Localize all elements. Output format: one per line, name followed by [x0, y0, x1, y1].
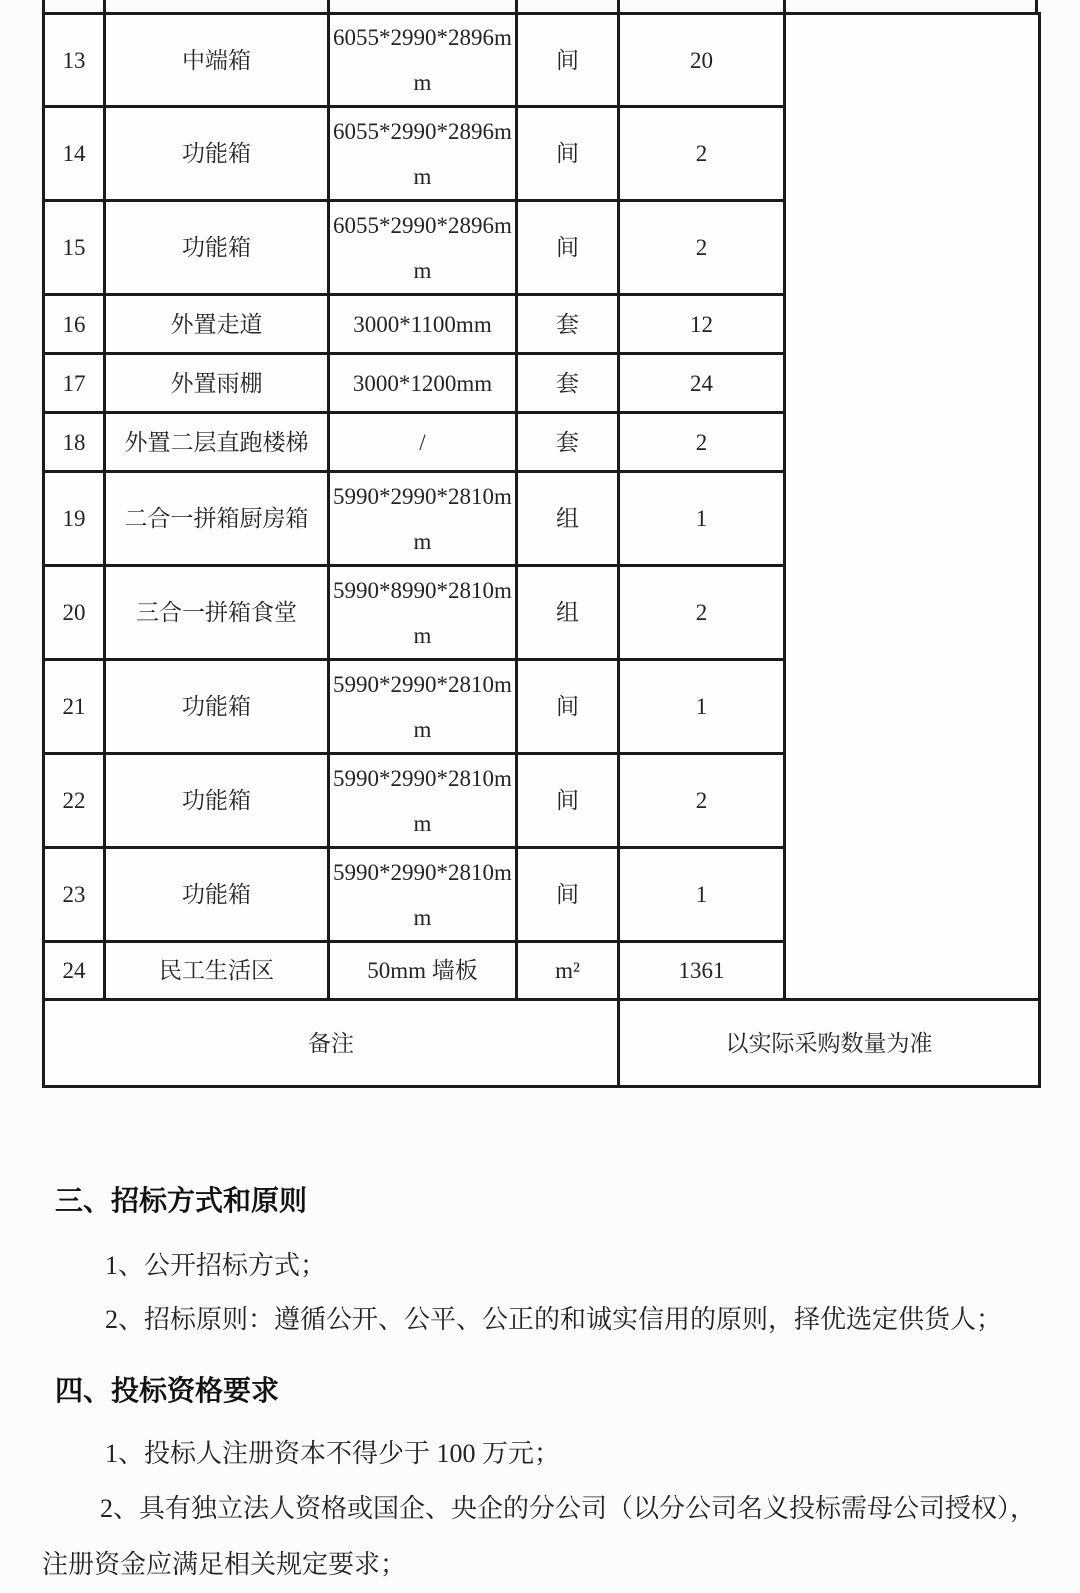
- section-4-item-1: 1、投标人注册资本不得少于 100 万元；: [105, 1439, 561, 1468]
- grid-line: [42, 0, 45, 12]
- cell-item-unit: 套: [517, 354, 619, 413]
- cell-item-name: 外置雨棚: [105, 354, 329, 413]
- cell-item-name: 功能箱: [105, 660, 329, 754]
- cell-item-name: 功能箱: [105, 754, 329, 848]
- cell-item-qty: 12: [619, 295, 785, 354]
- cell-row-number: 14: [44, 107, 105, 201]
- remark-label-cell: 备注: [44, 1000, 619, 1087]
- cell-item-name: 外置二层直跑楼梯: [105, 413, 329, 472]
- cell-row-number: 18: [44, 413, 105, 472]
- cell-item-qty: 1: [619, 848, 785, 942]
- cell-item-qty: 2: [619, 754, 785, 848]
- grid-line: [783, 0, 786, 12]
- cell-item-spec: 5990*2990*2810mm: [329, 472, 517, 566]
- grid-line: [515, 0, 518, 12]
- grid-line: [617, 0, 620, 12]
- cell-row-number: 21: [44, 660, 105, 754]
- cell-item-unit: 套: [517, 413, 619, 472]
- cell-row-number: 13: [44, 14, 105, 107]
- cell-item-unit: 间: [517, 754, 619, 848]
- cell-item-qty: 1: [619, 660, 785, 754]
- cell-item-unit: 组: [517, 472, 619, 566]
- cell-item-name: 功能箱: [105, 201, 329, 295]
- table-row: [44, 14, 1040, 107]
- cell-item-unit: 间: [517, 14, 619, 107]
- grid-line: [1035, 0, 1038, 12]
- cell-item-unit: 间: [517, 660, 619, 754]
- cell-item-spec: 5990*8990*2810mm: [329, 566, 517, 660]
- grid-line: [103, 0, 106, 12]
- cell-item-name: 外置走道: [105, 295, 329, 354]
- cell-item-spec: 5990*2990*2810mm: [329, 660, 517, 754]
- cell-row-number: 24: [44, 942, 105, 1000]
- cell-row-number: 20: [44, 566, 105, 660]
- cell-item-qty: 1361: [619, 942, 785, 1000]
- section-3-item-2: 2、招标原则：遵循公开、公平、公正的和诚实信用的原则，择优选定供货人；: [105, 1305, 1003, 1334]
- cell-item-unit: 组: [517, 566, 619, 660]
- table-remark-row: [44, 1000, 1040, 1087]
- cell-item-unit: 间: [517, 201, 619, 295]
- cell-row-number: 22: [44, 754, 105, 848]
- cell-item-spec: 6055*2990*2896mm: [329, 107, 517, 201]
- cell-item-spec: /: [329, 413, 517, 472]
- section-3-heading: 三、招标方式和原则: [55, 1185, 308, 1216]
- cell-item-qty: 2: [619, 107, 785, 201]
- cell-row-number: 15: [44, 201, 105, 295]
- cell-item-spec: 6055*2990*2896mm: [329, 14, 517, 107]
- cell-row-number: 19: [44, 472, 105, 566]
- cell-item-name: 三合一拼箱食堂: [105, 566, 329, 660]
- cell-item-name: 中端箱: [105, 14, 329, 107]
- cell-item-unit: 间: [517, 848, 619, 942]
- cell-item-spec: 5990*2990*2810mm: [329, 754, 517, 848]
- cell-item-name: 功能箱: [105, 107, 329, 201]
- cell-item-unit: 间: [517, 107, 619, 201]
- cell-item-name: 民工生活区: [105, 942, 329, 1000]
- cell-item-qty: 2: [619, 201, 785, 295]
- notes-column-cell: [785, 14, 1040, 1000]
- cell-row-number: 23: [44, 848, 105, 942]
- grid-line: [327, 0, 330, 12]
- cell-item-spec: 5990*2990*2810mm: [329, 848, 517, 942]
- cell-row-number: 16: [44, 295, 105, 354]
- section-4-heading: 四、投标资格要求: [55, 1375, 280, 1406]
- cell-item-unit: 套: [517, 295, 619, 354]
- cell-item-qty: 20: [619, 14, 785, 107]
- cell-item-qty: 24: [619, 354, 785, 413]
- cell-row-number: 17: [44, 354, 105, 413]
- cell-item-spec: 6055*2990*2896mm: [329, 201, 517, 295]
- cell-item-qty: 2: [619, 566, 785, 660]
- section-3-item-1: 1、公开招标方式；: [105, 1251, 327, 1280]
- cell-item-name: 二合一拼箱厨房箱: [105, 472, 329, 566]
- document-body: [0, 1097, 1080, 1593]
- cell-item-qty: 1: [619, 472, 785, 566]
- cell-item-spec: 3000*1200mm: [329, 354, 517, 413]
- section-4-item-2: 2、具有独立法人资格或国企、央企的分公司（以分公司名义投标需母公司授权），注册资金应满足相关规定要求；: [42, 1494, 1037, 1579]
- cell-item-spec: 3000*1100mm: [329, 295, 517, 354]
- procurement-items-table: [42, 12, 1041, 1088]
- remark-value-cell: 以实际采购数量为准: [619, 1000, 1040, 1087]
- cell-item-name: 功能箱: [105, 848, 329, 942]
- table-top-sliver: [0, 0, 1080, 12]
- cell-item-qty: 2: [619, 413, 785, 472]
- cell-item-unit: m²: [517, 942, 619, 1000]
- cell-item-spec: 50mm 墙板: [329, 942, 517, 1000]
